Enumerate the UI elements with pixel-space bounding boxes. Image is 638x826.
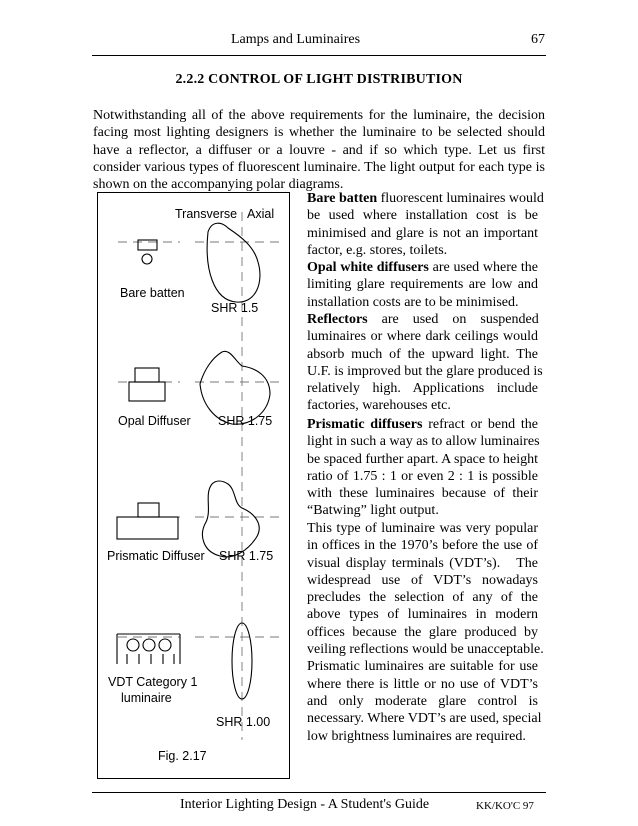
intro-line: have a reflector, a diffuser or a louvre - and if so which type. Let us first [93,142,545,158]
luminaire-name: Prismatic Diffuser [107,549,205,563]
opal-first: are used where the [428,260,538,275]
vdt-line: offices because the glare produced by [307,624,538,640]
reflectors-first: are used on suspended [367,312,539,327]
intro-line: shown on the accompanying polar diagrams. [93,177,344,193]
opal-line: limiting glare requirements are low and [307,277,538,293]
prismatic-line: be spaced further apart. A space to height [307,451,538,467]
section-title: 2.2.2 CONTROL OF LIGHT DISTRIBUTION [175,72,463,87]
vdt-line: above types of luminaires in modern [307,607,538,623]
vdt-line: necessary. Where VDT’s are used, special [307,711,542,727]
running-header-title: Lamps and Luminaires [231,32,361,47]
vdt-lamp [127,639,139,651]
intro-line: consider various types of fluorescent luminaire. The light output for each type is [93,159,545,175]
footer-title: Interior Lighting Design - A Student's Guide [180,797,430,812]
vdt-line: visual display terminals (VDT’s). The [307,555,538,571]
luminaire-name: VDT Category 1 [108,675,198,689]
reflectors-line: U.F. is improved but the glare produced is [307,363,543,379]
vdt-line: veiling reflections would be unacceptable. [307,642,544,658]
vdt-line: low brightness luminaires are required. [307,728,526,744]
reflectors-line: absorb much of the upward light. The [307,346,538,362]
prismatic-top [138,503,159,517]
vdt-line: precludes the selection of any of the [307,590,538,606]
luminaire-name-2: luminaire [121,691,172,705]
vdt-line: Prismatic luminaires are suitable for use [307,659,538,675]
footer-rule [92,792,546,793]
prismatic-first: refract or bend the [422,417,538,432]
prismatic-body [117,517,178,539]
vdt-line: in offices in the 1970’s before the use of [307,538,538,554]
vdt-lamp [159,639,171,651]
bare-batten-body [138,240,157,250]
bare-batten-first: fluorescent luminaires would [377,191,544,206]
prismatic-line: ratio of 1.75 : 1 or even 2 : 1 is possible [307,468,538,484]
page-number: 67 [531,32,545,47]
opal-line: installation costs are to be minimised. [307,294,519,310]
vdt-line: widespread use of VDT’s nowadays [307,572,538,588]
figure-caption: Fig. 2.17 [158,749,207,763]
bare-batten-lead: Bare batten [307,191,378,206]
bare-batten-line: minimised and glare is not an important [307,225,538,241]
reflectors-line: factories, warehouses etc. [307,398,451,414]
opal-lead: Opal white diffusers [307,260,429,275]
luminaire-name: Bare batten [120,286,185,300]
shr-label: SHR 1.5 [211,301,259,315]
vdt-line: This type of luminaire was very popular [307,521,538,536]
footer-code: KK/KO'C 97 [476,800,534,812]
reflectors-line: relatively high. Applications include [307,381,538,397]
bare-batten-line: be used where installation cost is be [307,208,538,224]
prismatic-lead: Prismatic diffusers [307,417,423,432]
vdt-lamp [143,639,155,651]
opal-diffuser-body [129,382,165,401]
prismatic-polar-curve [202,481,259,557]
reflectors-lead: Reflectors [307,312,368,327]
shr-label: SHR 1.00 [216,715,271,729]
bare-batten-line: factor, e.g. stores, toilets. [307,242,448,258]
bare-batten-polar-curve [207,223,260,302]
luminaire-name: Opal Diffuser [118,414,191,428]
vdt-line: where there is little or no use of VDT’s [307,676,538,692]
shr-label: SHR 1.75 [218,414,273,428]
fig-label-transverse: Transverse [175,207,238,221]
intro-line: Notwithstanding all of the above requirements for the luminaire, the decision [93,108,545,123]
opal-diffuser-top [135,368,159,382]
prismatic-line: light in such a way as to allow luminaires [307,434,540,450]
bare-batten-lamp [142,254,152,264]
fig-label-axial: Axial [247,207,275,221]
reflectors-line: luminaires or where dark ceilings would [307,329,538,345]
shr-label: SHR 1.75 [219,549,274,563]
prismatic-line: with these luminaires because of their [307,486,538,502]
prismatic-line: “Batwing” light output. [307,503,439,519]
intro-line: facing most lighting designers is whether the luminaire to be selected should [93,125,545,141]
vdt-line: and only moderate glare control is [307,693,538,709]
